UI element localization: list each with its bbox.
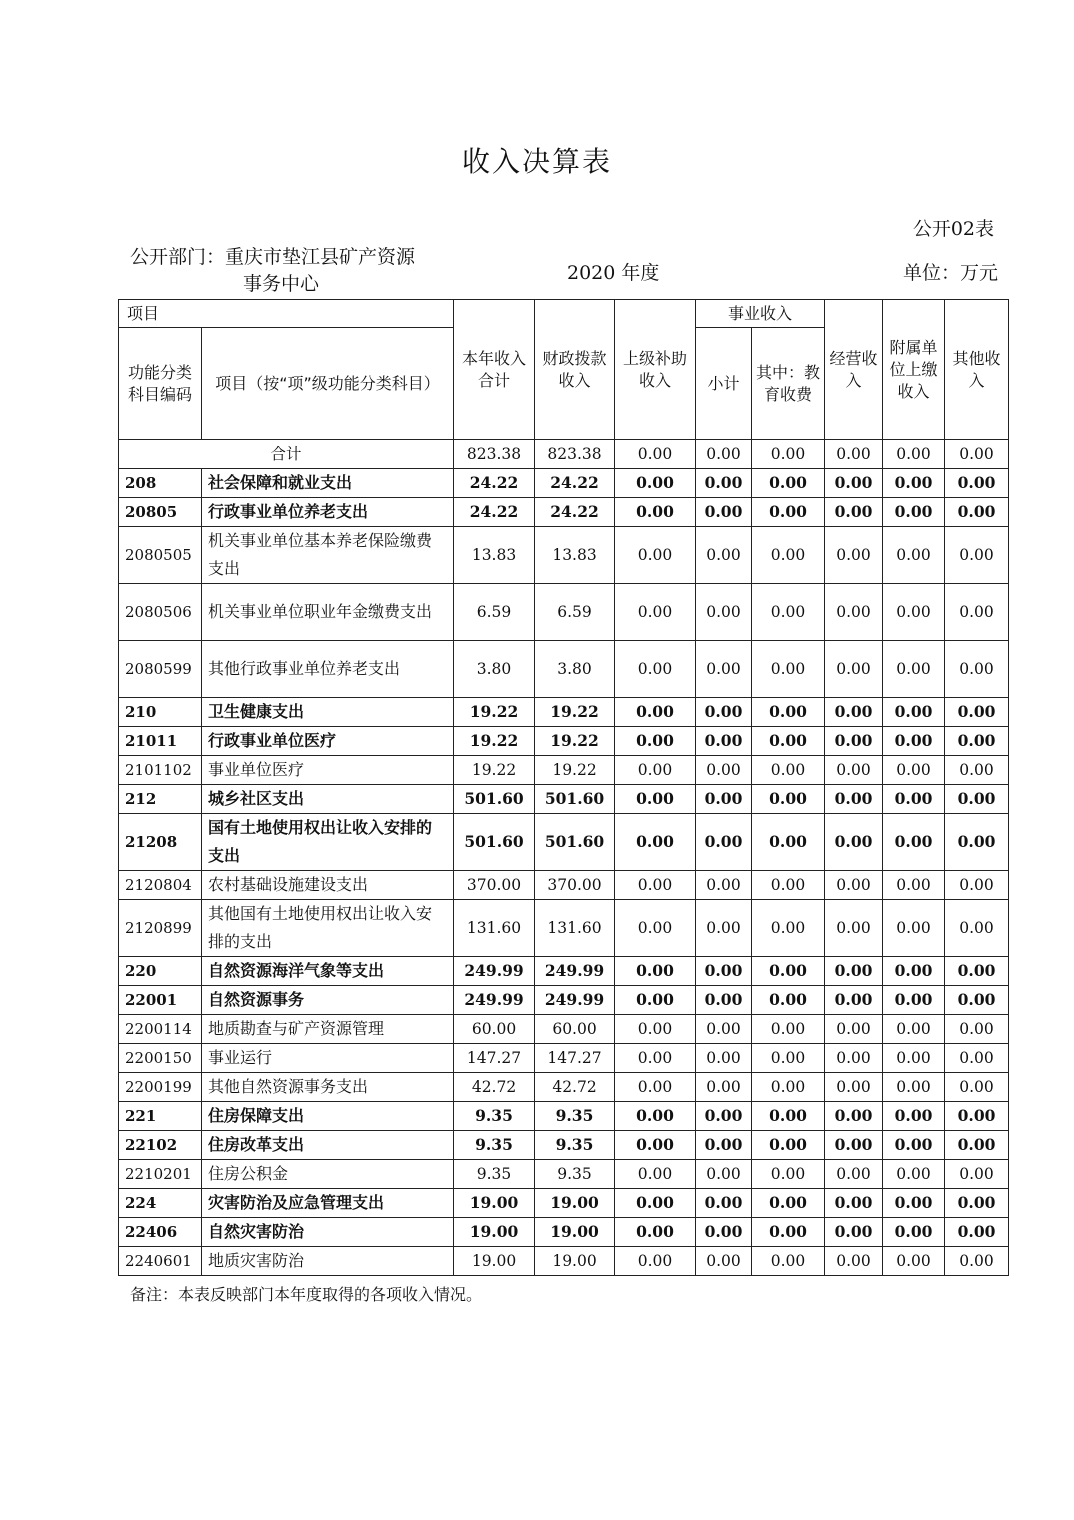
header-code: 功能分类科目编码	[119, 328, 202, 440]
row-value: 0.00	[945, 957, 1009, 986]
total-cell: 0.00	[696, 440, 752, 469]
row-value: 0.00	[945, 1189, 1009, 1218]
row-value: 0.00	[883, 584, 945, 641]
table-row	[119, 1160, 1009, 1189]
row-value: 0.00	[883, 1160, 945, 1189]
row-value: 0.00	[615, 871, 696, 900]
row-name: 农村基础设施建设支出	[202, 871, 454, 900]
row-value: 24.22	[454, 498, 535, 527]
row-value: 0.00	[883, 498, 945, 527]
row-name: 自然资源事务	[202, 986, 454, 1015]
row-value: 0.00	[696, 1247, 752, 1276]
row-value: 0.00	[615, 584, 696, 641]
row-value: 19.00	[454, 1247, 535, 1276]
row-value: 19.22	[454, 727, 535, 756]
row-value: 0.00	[615, 469, 696, 498]
row-value: 0.00	[825, 698, 883, 727]
row-value: 0.00	[945, 871, 1009, 900]
row-value: 0.00	[825, 1218, 883, 1247]
row-name: 其他国有土地使用权出让收入安排的支出	[202, 900, 454, 957]
total-label: 合计	[119, 440, 454, 469]
row-value: 0.00	[945, 641, 1009, 698]
row-code: 2200150	[119, 1044, 202, 1073]
row-value: 0.00	[825, 871, 883, 900]
row-code: 2101102	[119, 756, 202, 785]
total-cell: 823.38	[454, 440, 535, 469]
row-value: 0.00	[825, 1073, 883, 1102]
row-value: 0.00	[945, 1073, 1009, 1102]
row-value: 0.00	[696, 1160, 752, 1189]
row-value: 0.00	[825, 1102, 883, 1131]
header-other: 其他收入	[945, 300, 1009, 440]
row-value: 0.00	[615, 957, 696, 986]
row-value: 9.35	[535, 1160, 615, 1189]
page-title: 收入决算表	[461, 145, 612, 178]
row-value: 0.00	[752, 1131, 825, 1160]
row-value: 0.00	[615, 527, 696, 584]
row-value: 60.00	[535, 1015, 615, 1044]
row-value: 0.00	[883, 1189, 945, 1218]
table-row	[119, 1015, 1009, 1044]
row-value: 0.00	[696, 1073, 752, 1102]
row-name: 行政事业单位养老支出	[202, 498, 454, 527]
row-value: 147.27	[454, 1044, 535, 1073]
row-value: 0.00	[883, 641, 945, 698]
row-value: 0.00	[752, 727, 825, 756]
row-value: 6.59	[535, 584, 615, 641]
row-value: 0.00	[945, 469, 1009, 498]
row-code: 21208	[119, 814, 202, 871]
row-name: 自然资源海洋气象等支出	[202, 957, 454, 986]
row-value: 0.00	[825, 957, 883, 986]
table-row	[119, 727, 1009, 756]
row-code: 22102	[119, 1131, 202, 1160]
row-value: 0.00	[883, 986, 945, 1015]
row-value: 24.22	[454, 469, 535, 498]
table-body	[119, 440, 1009, 1276]
row-name: 机关事业单位基本养老保险缴费支出	[202, 527, 454, 584]
row-name: 住房公积金	[202, 1160, 454, 1189]
row-value: 0.00	[752, 1247, 825, 1276]
row-value: 0.00	[825, 814, 883, 871]
row-value: 501.60	[535, 785, 615, 814]
row-value: 0.00	[945, 785, 1009, 814]
row-value: 0.00	[752, 756, 825, 785]
row-value: 3.80	[454, 641, 535, 698]
row-value: 60.00	[454, 1015, 535, 1044]
row-value: 0.00	[883, 1131, 945, 1160]
row-value: 0.00	[825, 1189, 883, 1218]
row-value: 0.00	[752, 527, 825, 584]
row-value: 0.00	[615, 986, 696, 1015]
row-value: 0.00	[883, 527, 945, 584]
row-value: 0.00	[945, 698, 1009, 727]
table-row	[119, 756, 1009, 785]
row-value: 0.00	[696, 527, 752, 584]
row-value: 0.00	[752, 814, 825, 871]
row-value: 249.99	[454, 986, 535, 1015]
row-value: 0.00	[825, 986, 883, 1015]
row-code: 210	[119, 698, 202, 727]
table-row	[119, 785, 1009, 814]
row-value: 0.00	[615, 1131, 696, 1160]
table-row	[119, 1247, 1009, 1276]
row-code: 22001	[119, 986, 202, 1015]
total-cell: 0.00	[615, 440, 696, 469]
row-value: 0.00	[696, 1015, 752, 1044]
row-value: 0.00	[615, 1247, 696, 1276]
row-name: 事业运行	[202, 1044, 454, 1073]
total-cell: 0.00	[825, 440, 883, 469]
department	[130, 244, 450, 298]
row-value: 0.00	[615, 1102, 696, 1131]
row-code: 22406	[119, 1218, 202, 1247]
row-value: 0.00	[696, 814, 752, 871]
row-code: 221	[119, 1102, 202, 1131]
row-value: 0.00	[752, 957, 825, 986]
row-value: 0.00	[945, 1102, 1009, 1131]
table-row	[119, 1102, 1009, 1131]
row-value: 0.00	[696, 957, 752, 986]
row-value: 501.60	[454, 785, 535, 814]
row-value: 0.00	[696, 871, 752, 900]
row-name: 国有土地使用权出让收入安排的支出	[202, 814, 454, 871]
row-code: 2080599	[119, 641, 202, 698]
row-value: 0.00	[615, 1015, 696, 1044]
row-value: 147.27	[535, 1044, 615, 1073]
row-code: 2080506	[119, 584, 202, 641]
row-value: 0.00	[825, 527, 883, 584]
row-name: 卫生健康支出	[202, 698, 454, 727]
row-value: 0.00	[752, 986, 825, 1015]
row-value: 0.00	[883, 756, 945, 785]
row-name: 住房改革支出	[202, 1131, 454, 1160]
row-value: 0.00	[615, 785, 696, 814]
row-value: 0.00	[883, 1247, 945, 1276]
row-value: 0.00	[825, 498, 883, 527]
header-name: 项目（按“项”级功能分类科目）	[202, 328, 454, 440]
row-value: 42.72	[535, 1073, 615, 1102]
row-value: 19.22	[535, 698, 615, 727]
row-value: 0.00	[883, 957, 945, 986]
table-row	[119, 957, 1009, 986]
row-name: 机关事业单位职业年金缴费支出	[202, 584, 454, 641]
header-subsidy: 上级补助收入	[615, 300, 696, 440]
row-name: 事业单位医疗	[202, 756, 454, 785]
row-code: 2120804	[119, 871, 202, 900]
row-value: 0.00	[752, 1102, 825, 1131]
header-subtotal: 小计	[696, 328, 752, 440]
row-value: 0.00	[696, 1218, 752, 1247]
fiscal-year: 2020 年度	[567, 262, 660, 284]
row-value: 0.00	[945, 498, 1009, 527]
row-value: 0.00	[752, 900, 825, 957]
row-value: 249.99	[535, 986, 615, 1015]
row-value: 0.00	[883, 871, 945, 900]
row-value: 0.00	[825, 469, 883, 498]
row-value: 0.00	[825, 584, 883, 641]
row-code: 2080505	[119, 527, 202, 584]
row-value: 0.00	[825, 1131, 883, 1160]
header-item: 项目	[119, 300, 454, 328]
row-value: 0.00	[696, 641, 752, 698]
total-cell: 0.00	[945, 440, 1009, 469]
row-name: 灾害防治及应急管理支出	[202, 1189, 454, 1218]
row-value: 249.99	[535, 957, 615, 986]
header-affiliate: 附属单位上缴收入	[883, 300, 945, 440]
table-row	[119, 900, 1009, 957]
table-row	[119, 641, 1009, 698]
row-value: 24.22	[535, 469, 615, 498]
row-code: 2120899	[119, 900, 202, 957]
row-value: 0.00	[945, 814, 1009, 871]
row-value: 0.00	[945, 584, 1009, 641]
row-value: 0.00	[825, 727, 883, 756]
row-value: 0.00	[615, 1160, 696, 1189]
row-value: 0.00	[945, 986, 1009, 1015]
table-row	[119, 1044, 1009, 1073]
table-row	[119, 698, 1009, 727]
row-value: 0.00	[696, 1102, 752, 1131]
row-value: 0.00	[752, 1218, 825, 1247]
row-value: 19.22	[535, 727, 615, 756]
row-value: 0.00	[615, 1189, 696, 1218]
table-row	[119, 871, 1009, 900]
total-row	[119, 440, 1009, 469]
row-name: 地质勘查与矿产资源管理	[202, 1015, 454, 1044]
row-value: 370.00	[454, 871, 535, 900]
row-value: 0.00	[696, 584, 752, 641]
total-cell: 0.00	[752, 440, 825, 469]
table-row	[119, 1073, 1009, 1102]
row-value: 0.00	[696, 900, 752, 957]
row-value: 0.00	[752, 1160, 825, 1189]
table-row	[119, 584, 1009, 641]
row-value: 0.00	[615, 900, 696, 957]
row-value: 0.00	[883, 1015, 945, 1044]
row-code: 20805	[119, 498, 202, 527]
row-value: 6.59	[454, 584, 535, 641]
row-code: 224	[119, 1189, 202, 1218]
row-value: 501.60	[535, 814, 615, 871]
row-value: 0.00	[883, 1218, 945, 1247]
table-row	[119, 986, 1009, 1015]
row-code: 2200199	[119, 1073, 202, 1102]
row-value: 131.60	[454, 900, 535, 957]
row-value: 9.35	[535, 1102, 615, 1131]
row-value: 0.00	[945, 1160, 1009, 1189]
row-name: 住房保障支出	[202, 1102, 454, 1131]
row-value: 0.00	[752, 871, 825, 900]
row-code: 2240601	[119, 1247, 202, 1276]
row-value: 0.00	[825, 756, 883, 785]
row-code: 220	[119, 957, 202, 986]
row-value: 0.00	[825, 785, 883, 814]
row-code: 21011	[119, 727, 202, 756]
header-operating: 经营收入	[825, 300, 883, 440]
header-fiscal: 财政拨款收入	[535, 300, 615, 440]
row-value: 0.00	[696, 498, 752, 527]
row-value: 0.00	[615, 698, 696, 727]
table-row	[119, 1131, 1009, 1160]
row-value: 0.00	[883, 727, 945, 756]
row-value: 9.35	[454, 1102, 535, 1131]
row-value: 19.22	[535, 756, 615, 785]
department-line-1: 公开部门：重庆市垫江县矿产资源	[130, 246, 416, 268]
total-cell: 0.00	[883, 440, 945, 469]
row-value: 0.00	[752, 641, 825, 698]
row-value: 0.00	[945, 756, 1009, 785]
table-row	[119, 498, 1009, 527]
row-value: 0.00	[752, 1073, 825, 1102]
header-total: 本年收入合计	[454, 300, 535, 440]
row-code: 2200114	[119, 1015, 202, 1044]
row-value: 0.00	[752, 469, 825, 498]
row-value: 0.00	[696, 986, 752, 1015]
row-value: 0.00	[883, 1073, 945, 1102]
row-value: 9.35	[454, 1131, 535, 1160]
row-value: 0.00	[752, 498, 825, 527]
row-value: 0.00	[696, 727, 752, 756]
row-name: 城乡社区支出	[202, 785, 454, 814]
row-value: 0.00	[615, 756, 696, 785]
row-value: 0.00	[752, 698, 825, 727]
row-name: 行政事业单位医疗	[202, 727, 454, 756]
row-value: 0.00	[883, 785, 945, 814]
table-row	[119, 469, 1009, 498]
row-value: 131.60	[535, 900, 615, 957]
row-value: 0.00	[615, 641, 696, 698]
row-name: 社会保障和就业支出	[202, 469, 454, 498]
row-code: 2210201	[119, 1160, 202, 1189]
row-value: 19.00	[535, 1247, 615, 1276]
row-value: 0.00	[696, 785, 752, 814]
row-value: 0.00	[752, 584, 825, 641]
row-value: 0.00	[615, 814, 696, 871]
row-value: 249.99	[454, 957, 535, 986]
row-value: 19.00	[454, 1218, 535, 1247]
row-value: 0.00	[945, 1218, 1009, 1247]
row-value: 9.35	[454, 1160, 535, 1189]
row-value: 19.22	[454, 756, 535, 785]
row-name: 其他行政事业单位养老支出	[202, 641, 454, 698]
row-value: 0.00	[945, 900, 1009, 957]
row-value: 0.00	[696, 1131, 752, 1160]
row-value: 0.00	[945, 1131, 1009, 1160]
row-code: 208	[119, 469, 202, 498]
row-value: 0.00	[696, 469, 752, 498]
row-value: 370.00	[535, 871, 615, 900]
row-value: 42.72	[454, 1073, 535, 1102]
unit-label: 单位：万元	[902, 262, 998, 284]
row-value: 3.80	[535, 641, 615, 698]
row-value: 0.00	[883, 900, 945, 957]
row-value: 0.00	[825, 1247, 883, 1276]
row-code: 212	[119, 785, 202, 814]
row-value: 9.35	[535, 1131, 615, 1160]
footnote: 备注：本表反映部门本年度取得的各项收入情况。	[130, 1285, 483, 1304]
department-line-2: 事务中心	[243, 273, 320, 295]
row-value: 13.83	[535, 527, 615, 584]
row-value: 0.00	[696, 698, 752, 727]
row-value: 0.00	[883, 814, 945, 871]
row-name: 其他自然资源事务支出	[202, 1073, 454, 1102]
row-value: 0.00	[696, 756, 752, 785]
income-table	[118, 299, 1009, 1276]
row-value: 0.00	[945, 1247, 1009, 1276]
row-value: 0.00	[615, 498, 696, 527]
row-value: 0.00	[615, 727, 696, 756]
row-value: 0.00	[615, 1044, 696, 1073]
row-name: 自然灾害防治	[202, 1218, 454, 1247]
row-value: 19.00	[535, 1218, 615, 1247]
row-value: 0.00	[825, 1160, 883, 1189]
row-value: 19.00	[535, 1189, 615, 1218]
table-row	[119, 527, 1009, 584]
row-value: 0.00	[752, 1189, 825, 1218]
row-value: 0.00	[752, 1044, 825, 1073]
row-value: 0.00	[825, 1044, 883, 1073]
row-value: 0.00	[825, 900, 883, 957]
row-value: 501.60	[454, 814, 535, 871]
row-value: 0.00	[752, 785, 825, 814]
row-value: 0.00	[883, 1044, 945, 1073]
header-edu: 其中：教育收费	[752, 328, 825, 440]
table-row	[119, 1218, 1009, 1247]
row-name: 地质灾害防治	[202, 1247, 454, 1276]
row-value: 0.00	[883, 469, 945, 498]
row-value: 0.00	[945, 1015, 1009, 1044]
row-value: 0.00	[825, 641, 883, 698]
row-value: 0.00	[883, 1102, 945, 1131]
row-value: 0.00	[752, 1015, 825, 1044]
row-value: 24.22	[535, 498, 615, 527]
table-row	[119, 814, 1009, 871]
row-value: 0.00	[945, 1044, 1009, 1073]
row-value: 19.22	[454, 698, 535, 727]
row-value: 19.00	[454, 1189, 535, 1218]
row-value: 0.00	[945, 527, 1009, 584]
row-value: 0.00	[825, 1015, 883, 1044]
total-cell: 823.38	[535, 440, 615, 469]
row-value: 0.00	[696, 1189, 752, 1218]
row-value: 0.00	[883, 698, 945, 727]
row-value: 0.00	[696, 1044, 752, 1073]
form-number: 公开02表	[912, 218, 994, 240]
row-value: 13.83	[454, 527, 535, 584]
row-value: 0.00	[615, 1073, 696, 1102]
row-value: 0.00	[945, 727, 1009, 756]
table-row	[119, 1189, 1009, 1218]
header-business: 事业收入	[696, 300, 825, 328]
row-value: 0.00	[615, 1218, 696, 1247]
